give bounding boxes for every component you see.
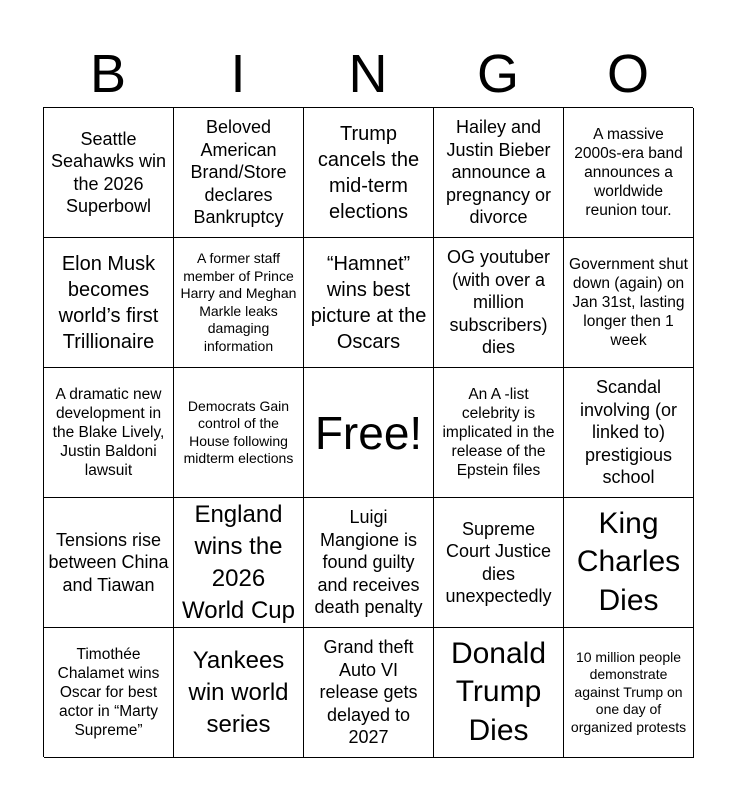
- cell-text: Timothée Chalamet wins Oscar for best actor in “Marty Supreme”: [57, 646, 160, 739]
- bingo-cell-r3-c2[interactable]: [174, 368, 304, 498]
- cell-text: Free!: [314, 406, 423, 459]
- bingo-cell-r2-c2[interactable]: [174, 238, 304, 368]
- cell-text: Government shut down (again) on Jan 31st, lasting longer then 1 week: [569, 256, 688, 349]
- cell-text: 10 million people demonstrate against Trump on one day of organized protests: [570, 648, 687, 735]
- header-letter-b: B: [89, 44, 127, 104]
- bingo-header: [43, 40, 693, 108]
- cell-text: “Hamnet” wins best picture at the Oscars: [310, 252, 427, 353]
- bingo-cell-r1-c3[interactable]: [304, 108, 434, 238]
- bingo-cell-r1-c5[interactable]: [564, 108, 694, 238]
- bingo-grid: [43, 107, 693, 757]
- bingo-cell-r5-c1[interactable]: [44, 628, 174, 758]
- cell-text: Elon Musk becomes world’s first Trillionaire: [58, 252, 159, 353]
- bingo-cell-r2-c5[interactable]: [564, 238, 694, 368]
- cell-text: Tensions rise between China and Tiawan: [48, 529, 169, 595]
- bingo-cell-r4-c5[interactable]: [564, 498, 694, 628]
- cell-text: Beloved American Brand/Store declares Bankruptcy: [190, 117, 287, 228]
- cell-text: Scandal involving (or linked to) prestigious school: [579, 377, 678, 488]
- bingo-cell-r3-c1[interactable]: [44, 368, 174, 498]
- cell-text: Supreme Court Justice dies unexpectedly: [445, 518, 552, 606]
- bingo-cell-r5-c5[interactable]: [564, 628, 694, 758]
- cell-text: A massive 2000s-era band announces a worldwide reunion tour.: [574, 126, 683, 219]
- cell-text: England wins the 2026 World Cup: [182, 500, 295, 624]
- header-letter-i: I: [230, 44, 246, 104]
- cell-text: A former staff member of Prince Harry and Meghan Markle leaks damaging information: [180, 250, 297, 354]
- header-letter-o: O: [606, 44, 649, 104]
- bingo-cell-r5-c3[interactable]: [304, 628, 434, 758]
- bingo-cell-r1-c2[interactable]: [174, 108, 304, 238]
- bingo-cell-r1-c1[interactable]: [44, 108, 174, 238]
- bingo-cell-r2-c4[interactable]: [434, 238, 564, 368]
- bingo-cell-r3-c5[interactable]: [564, 368, 694, 498]
- bingo-cell-r4-c1[interactable]: [44, 498, 174, 628]
- header-letter-n: N: [348, 44, 388, 104]
- cell-text: Donald Trump Dies: [450, 636, 547, 747]
- cell-text: Hailey and Justin Bieber announce a pregnancy or divorce: [445, 117, 552, 228]
- cell-text: A dramatic new development in the Blake Lively, Justin Baldoni lawsuit: [52, 386, 165, 479]
- bingo-cell-r4-c2[interactable]: [174, 498, 304, 628]
- bingo-cell-r4-c4[interactable]: [434, 498, 564, 628]
- cell-text: King Charles Dies: [576, 506, 681, 617]
- cell-text: Luigi Mangione is found guilty and receives death penalty: [314, 507, 423, 618]
- bingo-cell-r5-c4[interactable]: [434, 628, 564, 758]
- bingo-cell-r2-c1[interactable]: [44, 238, 174, 368]
- bingo-cell-free[interactable]: [304, 368, 434, 498]
- header-letter-g: G: [476, 44, 519, 104]
- cell-text: Yankees win world series: [188, 646, 289, 738]
- bingo-cell-r5-c2[interactable]: [174, 628, 304, 758]
- bingo-cell-r4-c3[interactable]: [304, 498, 434, 628]
- cell-text: Seattle Seahawks win the 2026 Superbowl: [50, 128, 167, 216]
- cell-text: Democrats Gain control of the House following midterm elections: [183, 397, 294, 466]
- cell-text: An A -list celebrity is implicated in the release of the Epstein files: [442, 386, 555, 479]
- cell-text: Grand theft Auto VI release gets delayed to 2027: [319, 637, 418, 748]
- bingo-cell-r2-c3[interactable]: [304, 238, 434, 368]
- bingo-cell-r3-c4[interactable]: [434, 368, 564, 498]
- cell-text: OG youtuber (with over a million subscribers) dies: [446, 247, 551, 358]
- bingo-cell-r1-c4[interactable]: [434, 108, 564, 238]
- cell-text: Trump cancels the mid-term elections: [317, 122, 420, 223]
